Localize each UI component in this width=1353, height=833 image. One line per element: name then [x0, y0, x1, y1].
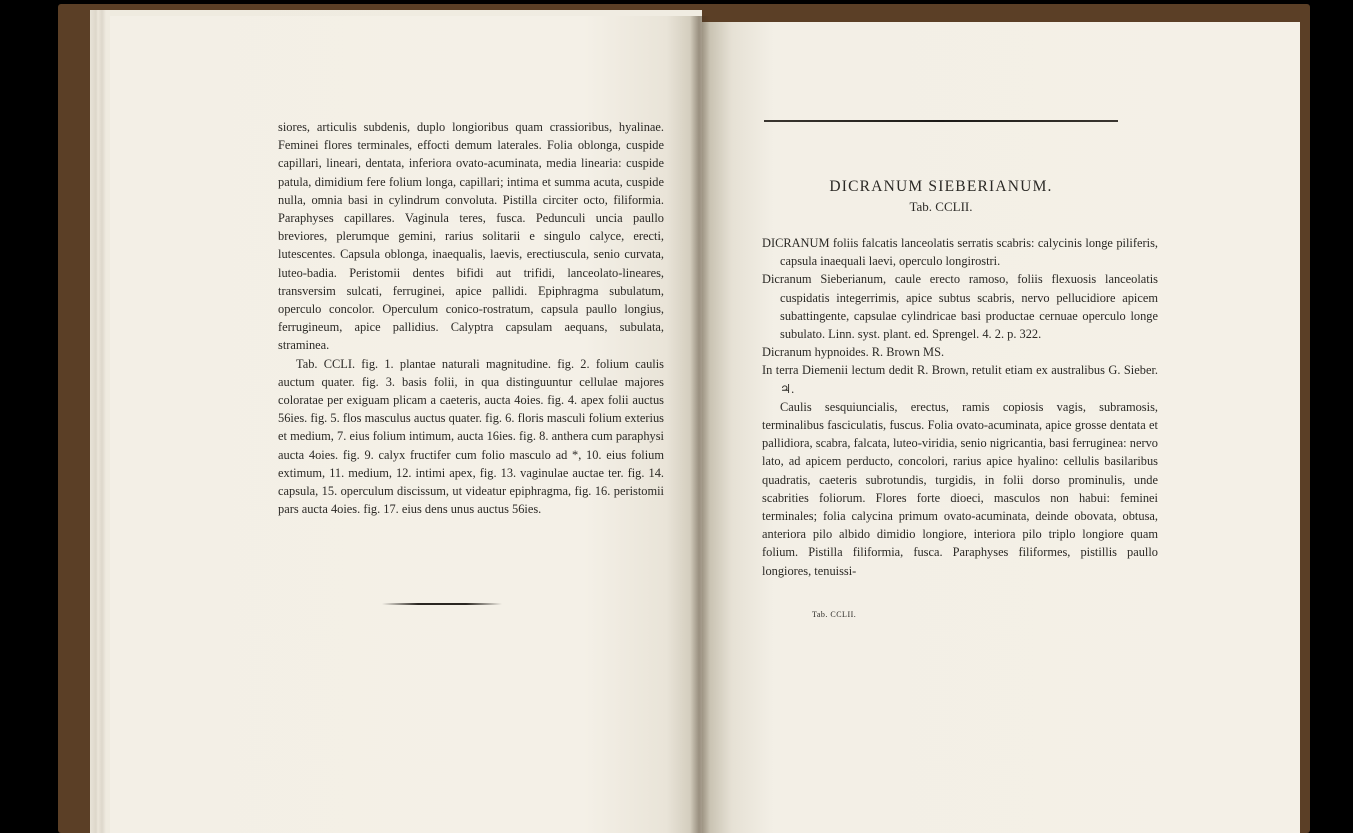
synonym-entry: Dicranum Sieberianum, caule erecto ramoso, foliis flexuosis lanceolatis cuspidatis integerrimis, apice subtus scabris, nervo pellucidiore apicem subattingente, capsulae cylindricae basi productae cernuae operculo longe subulato. Linn. syst. plant. ed. Sprengel. 4. 2. p. 322. — [762, 272, 1158, 342]
page-signature: Tab. CCLII. — [812, 610, 857, 619]
right-page-text — [762, 234, 1158, 580]
book-gutter — [690, 16, 710, 833]
header-rule — [764, 120, 1118, 122]
left-paragraph-description: siores, articulis subdenis, duplo longioribus quam crassioribus, hyalinae. Feminei flores terminales, effocti demum laterales. Folia oblonga, cuspide capillari, lineari, dentata, inferiora ovato-acuminata, media linearia: cuspide patula, dimidium fere folium longa, capillari; intima et summa acuta, cuspide nulla, omnia basi in cylindrum convoluta. Pistilla circiter octo, filiformia. Paraphyses capillares. Vaginula teres, fusca. Pedunculi uncia paullo breviores, plerumque gemini, rarius solitarii e singulo calyce, erecti, lutescentes. Capsula oblonga, inaequalis, laevis, erectiuscula, senio curvata, luteo-badia. Peristomii dentes bifidi aut trifidi, lanceolato-lineares, transversim sulcati, ferruginei, apice pallidi. Epiphragma subulatum, operculo concolor. Operculum conico-rostratum, capsula paullo longius, ferrugineum, apice pallidius. Calyptra capsulam aequans, subulata, straminea. — [278, 120, 664, 353]
end-rule — [382, 603, 502, 605]
synonym-entry: Dicranum hypnoides. R. Brown MS. — [762, 345, 945, 360]
locality-entry: In terra Diemenii lectum dedit R. Brown, retulit etiam ex australibus G. Sieber. ♃. — [762, 363, 1158, 396]
left-paragraph-figures: Tab. CCLI. fig. 1. plantae naturali magnitudine. fig. 2. folium caulis auctum quater. fig. 3. basis folii, in qua distinguuntur cellulae majores coloratae per exiguam plicam a caeteris, aucta 4oies. fig. 4. apex folii auctus 56ies. fig. 5. flos masculus auctus quater. fig. 6. floris masculi folium exterius et medium, 7. eius folium intimum, aucta 16ies. fig. 8. anthera cum paraphysi aucta 4oies. fig. 9. calyx fructifer cum folio masculo ad *, 10. eius folium extimum, 11. medium, 12. intimi apex, fig. 13. vaginulae auctae ter. fig. 14. capsula, 15. operculum discissum, ut videatur epiphragma, fig. 16. peristomii pars aucta 4oies. fig. 17. eius dens unus auctus 56ies. — [278, 356, 664, 517]
species-heading: DICRANUM SIEBERIANUM. — [829, 178, 1053, 195]
plate-number: Tab. CCLII. — [909, 199, 973, 214]
diagnosis-entry: DICRANUM foliis falcatis lanceolatis serratis scabris: calycinis longe piliferis, capsula inaequali laevi, operculo longirostri. — [762, 236, 1158, 269]
description-paragraph: Caulis sesquiuncialis, erectus, ramis copiosis vagis, subramosis, terminalibus fasciculatis, fuscus. Folia ovato-acuminata, apice grosse dentata et pallidiora, scabra, falcata, luteo-viridia, senio nigricantia, basi ferruginea: nervo lato, ad apicem perducto, concolori, rarius apice hyalino: cellulis basilaribus quadratis, caeteris subrotundis, turgidis, in folii dorso prominulis, unde scabrities foliorum. Flores forte dioeci, masculos non habui: feminei terminales; folia calycina primum ovato-acuminata, deinde obovata, obtusa, anteriora pilo albido dimidio longiore, interiora pilo triplo longiore quam folium. Pistilla filiformia, fusca. Paraphyses filiformes, pistillis paullo longiores, tenuissi- — [762, 399, 1158, 578]
left-page-text — [278, 118, 664, 518]
